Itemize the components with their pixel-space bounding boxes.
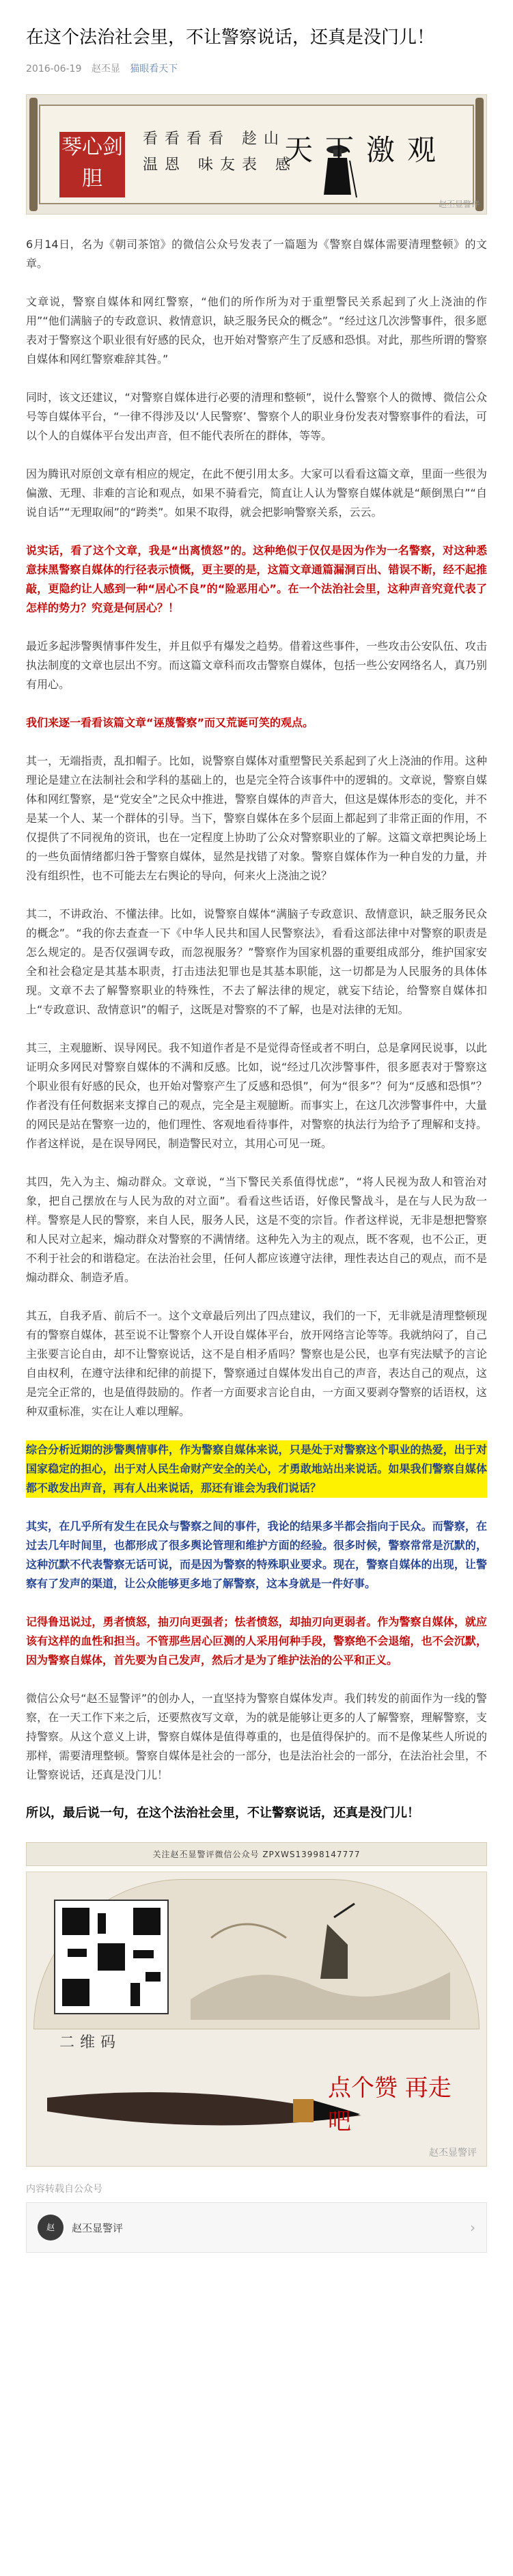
paragraph-point-5: 其五，自我矛盾、前后不一。这个文章最后列出了四点建议，我们的一下，无非就是清理整顿现有的警察自媒体，甚至说不让警察个人开设自媒体平台，放开网络言论等等。我就纳闷了，自己主张要言论自由，却不让警察说话，这不是自相矛盾吗？警察也是公民，也享有宪法赋予的言论自由权利，在遵守法律和纪律的前提下，警察通过自媒体发出自己的声音，表达自己的观点，这是完全正常的，也是值得鼓励的。作者一方面要求言论自由，一方面又要剥夺警察的话语权，这种双重标准，实在让人难以理解。	[26, 1309, 487, 1418]
closing-statement: 所以，最后说一句，在这个法治社会里，不让警察说话，还真是没门儿！	[26, 1806, 419, 1820]
account-link[interactable]: 猫眼看天下	[130, 64, 178, 74]
banner-watermark: 赵丕显警评	[438, 200, 480, 209]
reference-label: 内容转载自公众号	[26, 2184, 102, 2195]
paragraph: 6月14日，名为《朝司茶馆》的微信公众号发表了一篇题为《警察自媒体需要清理整顿》的文章。	[26, 238, 487, 270]
calligraphy-poem: 看看看看 趁山温恩 味友表 感	[143, 131, 297, 174]
paragraph-highlight-red: 说实话，看了这个文章，我是“出离愤怒”的。这种绝似于仅仅是因为作为一名警察，对这种悉意抹黑警察自媒体的行径表示愤慨，更主要的是，这篇文章通篇漏洞百出、错误不断，经不起推敲，更隐约让人感到一种“居心不良”的“险恶用心”。在一个法治社会里，这种声音究竟代表了怎样的势力？究竟是何居心？！	[26, 544, 487, 614]
paragraph-point-4: 其四，先入为主、煽动群众。文章说，“当下警民关系值得忧虑”，“将人民视为敌人和管治对象，把自己摆放在与人民为敌的对立面”。看看这些话语，好像民警战斗，是在与人民为敌一样。警察是人民的警察，来自人民，服务人民，这是不变的宗旨。作者这样说，无非是想把警察和人民对立起来，煽动群众对警察的不满情绪。这种先入为主的观点，既不客观，也不公正，更不利于社会的和谐稳定。在法治社会里，任何人都应该遵守法律，理性表达自己的观点，而不是煽动群众、制造矛盾。	[26, 1175, 487, 1284]
paragraph: 同时，该文还建议，“对警察自媒体进行必要的清理和整顿”，说什么警察个人的微博、微信公众号等自媒体平台，“一律不得涉及以‘人民警察’、警察个人的职业身份发表对警察事件的看法，可以个人的自媒体平台发出声音，但不能代表所在的群体，等等。	[26, 391, 487, 442]
like-prompt	[328, 2069, 465, 2135]
source-account-card[interactable]	[26, 2202, 487, 2253]
paragraph: 微信公众号“赵丕显警评”的创办人，一直坚持为警察自媒体发声。我们转发的前面作为一线的警察，在一天工作下来之后，还要熬夜写文章，为的就是能够让更多的人了解警察，理解警察，支持警察。从这个意义上讲，警察自媒体是值得尊重的，也是值得保护的。而不是像某些人所说的那样，需要清理整顿。警察自媒体是社会的一部分，也是法治社会的一部分，在法治社会里，不让警察说话，还真是没门儿！	[26, 1692, 487, 1781]
scroll-rod-right	[475, 98, 484, 211]
paragraph: 文章说，警察自媒体和网红警察，“他们的所作所为对于重塑警民关系起到了火上浇油的作用”“他们满脑子的专政意识、救情意识，缺乏服务民众的概念”。“经过这几次涉警事件，很多愿表对于警察这个职业很有好感的民众，也开始对警察产生了反感和恐惧。对此，那些所谓的警察自媒体和网红警察难辞其咎。”	[26, 295, 487, 366]
page-bottom-spacer	[26, 2253, 487, 2294]
qr-code-icon[interactable]	[54, 1900, 169, 2014]
paragraph-highlight-red-2: 记得鲁迅说过，勇者愤怒，抽刃向更强者；怯者愤怒，却抽刃向更弱者。作为警察自媒体，就应该有这样的血性和担当。不管那些居心叵测的人采用何种手段，警察绝不会退缩，也不会沉默，因为警察自媒体，首先要为自己发声，然后才是为了维护法治的公平和正义。	[26, 1615, 487, 1667]
article-date: 2016-06-19	[26, 64, 82, 74]
article-meta	[26, 61, 487, 77]
avatar: 赵	[38, 2215, 64, 2241]
scroll-rod-left	[29, 98, 38, 211]
paragraph-point-2: 其二，不讲政治、不懂法律。比如，说警察自媒体“满脑子专政意识、敌情意识，缺乏服务民众的概念”。“我的你去查查一下《中华人民共和国人民警察法》，看看这部法律中对警察的职责是怎么规定的。是否仅强调专政，而忽视服务？”警察作为国家机器的重要组成部分，维护国家安全和社会稳定是其基本职责，打击违法犯罪也是其基本职能，这一切都是为人民服务的具体体现。文章不去了解警察职业的特殊性，不去了解法律的规定，就妄下结论，给警察自媒体扣上“专政意识、敌情意识”的帽子，这既是对警察的不了解，也是对法律的无知。	[26, 907, 487, 1016]
red-seal: 琴心剑胆	[59, 132, 125, 197]
paragraph-highlight-yellow: 综合分析近期的涉警舆情事件，作为警察自媒体来说，只是处于对警察这个职业的热爱，出于对国家稳定的担心，出于对人民生命财产安全的关心，才勇敢地站出来说话。如果我们警察自媒体都不敢发出声音，再有人出来说话，那还有谁会为我们说话？	[26, 1440, 487, 1498]
promo-image	[26, 1872, 487, 2167]
calligraphy-brush-icon	[40, 2057, 361, 2146]
paragraph-point-3: 其三，主观臆断、误导网民。我不知道作者是不是觉得奇怪或者不明白，总是拿网民说事，以此证明众多网民对警察自媒体的不满和反感。比如，说“经过几次涉警事件，很多愿表对于警察这个职业很有好感的民众，也开始对警察产生了反感和恐惧”，何为“很多”？何为“反感和恐惧”？作者没有任何数据来支撑自己的观点，完全是主观臆断。而事实上，在这几次涉警事件中，大量的网民是站在警察一边的，他们理性、客观地看待事件，对警察的执法行为给予了理解和支持。作者这样说，是在误导网民，制造警民对立，其用心可见一斑。	[26, 1041, 487, 1150]
ink-painting-image	[191, 1897, 450, 2020]
banner-title: 天下激观	[283, 133, 448, 167]
paragraph-highlight-blue: 其实，在几乎所有发生在民众与警察之间的事件，我论的结果多半都会指向于民众。而警察，在过去几年时间里，也都形成了很多舆论管理和维护方面的经验。很多时候，警察常常是沉默的，这种沉默不代表警察无话可说，而是因为警察的特殊职业要求。现在，警察自媒体的出现，让警察有了发声的渠道，让公众能够更多地了解警察，这本身就是一件好事。	[26, 1520, 487, 1590]
paragraph-lead-red: 我们来逐一看看该篇文章“诬蔑警察”而又荒诞可笑的观点。	[26, 716, 314, 729]
article-body	[26, 235, 487, 1823]
banner-scroll-paper	[39, 105, 474, 204]
like-prompt-text: 点个赞 再走吧	[328, 2074, 452, 2135]
chevron-right-icon: ›	[470, 2219, 475, 2236]
article-author: 赵丕显	[91, 64, 120, 74]
promo-watermark: 赵丕显警评	[429, 2148, 477, 2159]
promo-caption: 二维码	[59, 2034, 122, 2051]
promo-follow-line: 关注赵丕显警评微信公众号 ZPXWS13998147777	[26, 1842, 487, 1866]
paragraph: 最近多起涉警舆情事件发生，并且似乎有爆发之趋势。借着这些事件，一些攻击公安队伍、攻击执法制度的文章也层出不穷。而这篇文章科而攻击警察自媒体，包括一些公安网络名人，真乃别有用心。	[26, 640, 487, 691]
header-banner-image	[26, 94, 487, 215]
article-title: 在这个法治社会里，不让警察说话，还真是没门儿！	[26, 27, 435, 48]
paragraph: 因为腾讯对原创文章有相应的规定，在此不便引用太多。大家可以看看这篇文章，里面一些很为偏激、无理、非难的言论和观点，如果不骑看完，简直让人认为警察自媒体就是“颠倒黑白”“自说自话”“无理取闹”的“跨类”。如果不取得，就会把影响警察关系，云云。	[26, 467, 487, 519]
source-account-name: 赵丕显警评	[72, 2221, 124, 2234]
paragraph-point-1: 其一，无端指责，乱扣帽子。比如，说警察自媒体对重塑警民关系起到了火上浇油的作用。这种理论是建立在法制社会和学科的基础上的，也是完全符合该事件中的逻辑的。文章说，警察自媒体和网红警察，是“党安全”之民众中推进，警察自媒体的声音大，但这是媒体形态的变化，并不是某一个人、某一个群体的引导。当下，警察自媒体在多个层面上都起到了非常正面的作用，不仅提供了不同视角的资讯，也在一定程度上协助了公众对警察职业的了解。这篇文章把舆论场上的一些负面情绪都归咎于警察自媒体，显然是找错了对象。警察自媒体作为一种自发的力量，并没有组织性，也不可能去左右舆论的导向，何来火上浇油之说？	[26, 754, 487, 882]
